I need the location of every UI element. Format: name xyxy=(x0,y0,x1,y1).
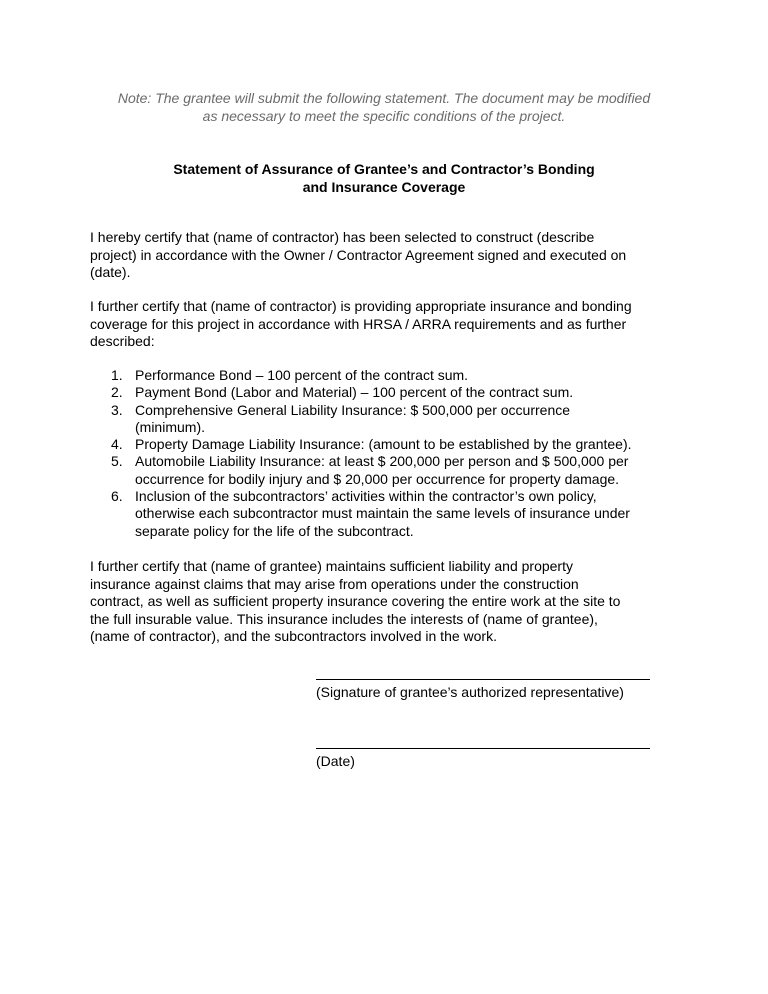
paragraph-line: (name of contractor), and the subcontractors involved in the work. xyxy=(90,628,497,645)
paragraph-line: I further certify that (name of grantee) maintains sufficient liability and property xyxy=(90,558,573,574)
signature-line[interactable] xyxy=(316,679,650,680)
signature-block xyxy=(316,679,656,701)
requirement-text-line: Performance Bond – 100 percent of the contract sum. xyxy=(135,367,469,383)
requirement-number: 6. xyxy=(111,488,123,505)
requirement-item xyxy=(90,453,690,488)
paragraph-line: contract, as well as sufficient property insurance covering the entire work at the site to xyxy=(90,593,621,610)
paragraph-line: the full insurable value. This insurance includes the interests of (name of grantee), xyxy=(90,610,598,627)
requirement-text-line: Payment Bond (Labor and Material) – 100 percent of the contract sum. xyxy=(135,384,574,401)
certification-paragraph-grantee-insurance xyxy=(90,558,690,646)
requirement-item xyxy=(90,488,690,540)
requirement-text-line: otherwise each subcontractor must maintain the same levels of insurance under xyxy=(135,505,630,522)
requirement-text-line: separate policy for the life of the subcontract. xyxy=(135,522,414,539)
paragraph-line: coverage for this project in accordance with HRSA / ARRA requirements and as further xyxy=(90,315,627,332)
document-title xyxy=(60,160,708,196)
instruction-note xyxy=(60,90,708,125)
requirement-text-line: Automobile Liability Insurance: at least $ 200,000 per person and $ 500,000 per xyxy=(135,453,629,470)
date-block xyxy=(316,748,656,770)
requirement-number: 1. xyxy=(111,367,123,383)
note-line: Note: The grantee will submit the following statement. The document may be modified xyxy=(117,90,651,106)
paragraph-line: I hereby certify that (name of contractor) has been selected to construct (describe xyxy=(90,229,595,245)
certification-paragraph-insurance-bonding xyxy=(90,298,690,351)
requirement-number: 5. xyxy=(111,453,123,470)
requirement-text-line: occurrence for bodily injury and $ 20,000 per occurrence for property damage. xyxy=(135,470,620,487)
requirement-item xyxy=(90,384,690,401)
date-label: (Date) xyxy=(316,753,355,769)
requirement-item xyxy=(90,436,690,453)
certification-paragraph-contractor-selection xyxy=(90,229,690,282)
paragraph-line: I further certify that (name of contractor) is providing appropriate insurance and bonding xyxy=(90,298,632,314)
title-line: Statement of Assurance of Grantee’s and Contractor’s Bonding xyxy=(173,161,595,177)
requirement-text-line: (minimum). xyxy=(135,418,205,435)
title-line: and Insurance Coverage xyxy=(302,179,466,195)
paragraph-line: described: xyxy=(90,333,155,350)
paragraph-line: insurance against claims that may arise from operations under the construction xyxy=(90,575,579,592)
date-line[interactable] xyxy=(316,748,650,749)
requirement-text-line: Property Damage Liability Insurance: (amount to be established by the grantee). xyxy=(135,436,632,453)
requirement-number: 4. xyxy=(111,436,123,453)
coverage-requirements-list xyxy=(90,367,690,540)
requirement-item xyxy=(90,367,690,384)
signature-label: (Signature of grantee’s authorized representative) xyxy=(316,684,624,700)
note-line: as necessary to meet the specific conditions of the project. xyxy=(202,107,566,124)
requirement-number: 2. xyxy=(111,384,123,401)
requirement-text-line: Comprehensive General Liability Insurance: $ 500,000 per occurrence xyxy=(135,401,571,418)
paragraph-line: project) in accordance with the Owner / Contractor Agreement signed and executed on xyxy=(90,246,627,263)
requirement-item xyxy=(90,402,690,437)
paragraph-line: (date). xyxy=(90,264,131,281)
requirement-number: 3. xyxy=(111,401,123,418)
requirement-text-line: Inclusion of the subcontractors’ activities within the contractor’s own policy, xyxy=(135,488,597,505)
